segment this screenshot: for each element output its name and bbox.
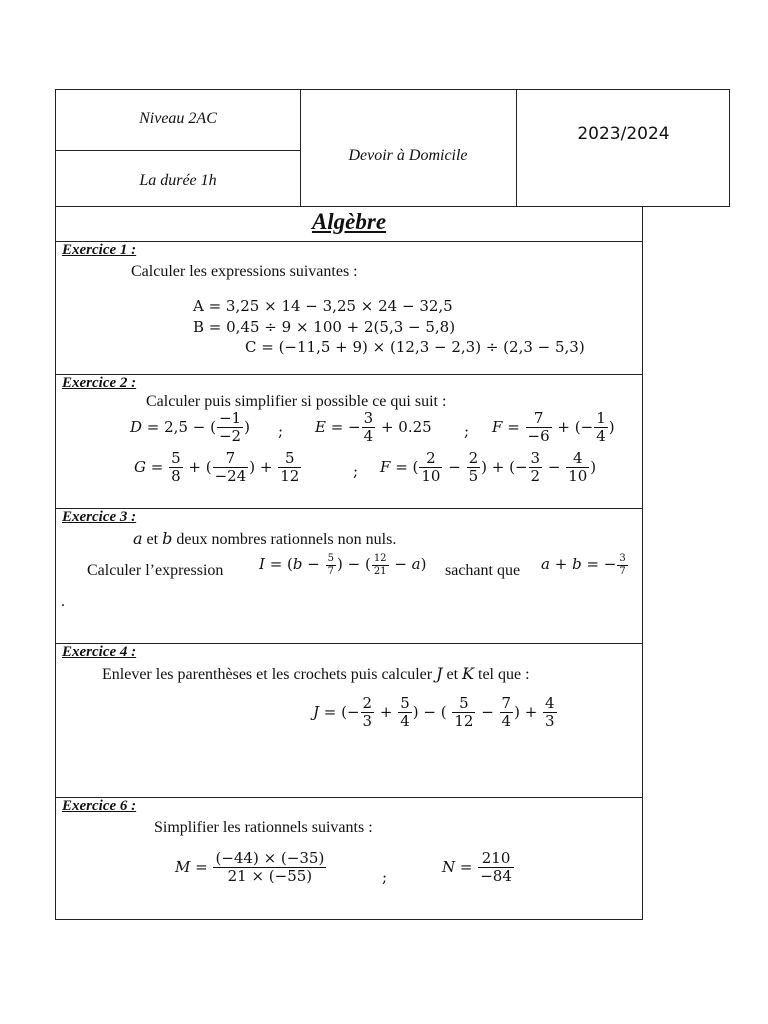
exercise-2-label: Exercice 2 :: [62, 375, 137, 391]
exercise-3-dot: .: [61, 593, 65, 610]
separator: ;: [353, 462, 359, 480]
expression-b: B = 0,45 ÷ 9 × 100 + 2(5,3 − 5,8): [193, 318, 456, 336]
expression-a: A = 3,25 × 14 − 3,25 × 24 − 32,5: [193, 297, 453, 315]
section-divider: [56, 374, 642, 375]
header-annee: 2023/2024: [577, 124, 670, 144]
exercise-1-label: Exercice 1 :: [62, 242, 137, 258]
section-title: Algèbre: [311, 209, 387, 234]
expression-i: I = (b − $\frac{5}{7}$ ) − ( $\frac{12}{21}$ − a): [259, 553, 427, 577]
header-type: Devoir à Domicile: [348, 147, 468, 164]
section-divider: [56, 797, 642, 798]
expression-n: N = $\frac{210}{-84}$: [442, 849, 512, 886]
separator: ;: [464, 422, 470, 440]
header-niveau: Niveau 2AC: [139, 110, 217, 127]
exercise-6-label: Exercice 6 :: [62, 798, 137, 814]
expression-j: J = (− $\frac{2}{3}$ + $\frac{5}{4}$ ) − ( $\frac{5}{12}$ − $\frac{7}{4}$ ) + $\frac{4}{3}$: [313, 694, 555, 731]
header-table: [55, 89, 730, 207]
exercise-1-instruction: Calculer les expressions suivantes :: [131, 263, 358, 280]
expression-g: G = $\frac{5}{8}$ + ( $\frac{7}{-24}$ ) + $\frac{5}{12}$: [134, 449, 300, 486]
exercise-4-label: Exercice 4 :: [62, 644, 137, 660]
exercise-3-statement: a et b deux nombres rationnels non nuls.: [133, 529, 397, 548]
header-divider: [56, 150, 300, 151]
exercise-3-calc-label: Calculer l’expression: [87, 562, 224, 579]
expression-condition: a + b = − $\frac{3}{7}$: [541, 553, 626, 577]
header-duree: La durée 1h: [139, 172, 217, 189]
expression-f2: F = ( $\frac{2}{10}$ − $\frac{2}{5}$ ) + (− $\frac{3}{2}$ − $\frac{4}{10}$ ): [380, 449, 597, 486]
expression-m: M = $\frac{(-44) \times (-35)}{21 \times (-55)}$: [175, 849, 325, 886]
section-divider: [56, 643, 642, 644]
exercise-sheet: [55, 207, 643, 920]
exercise-2-instruction: Calculer puis simplifier si possible ce qui suit :: [146, 393, 447, 410]
expression-c: C = (−11,5 + 9) × (12,3 − 2,3) ÷ (2,3 − 5,3): [245, 338, 585, 356]
expression-d: D = 2,5 − ( $\frac{-1}{-2}$ ): [130, 409, 250, 446]
section-divider: [56, 508, 642, 509]
separator: ;: [382, 868, 388, 886]
exercise-4-instruction: Enlever les parenthèses et les crochets puis calculer J et K tel que :: [102, 664, 530, 683]
exercise-3-label: Exercice 3 :: [62, 509, 137, 525]
exercise-3-condition-label: sachant que: [445, 562, 521, 579]
section-divider: [56, 241, 642, 242]
exercise-6-instruction: Simplifier les rationnels suivants :: [154, 819, 373, 836]
expression-f1: F = $\frac{7}{-6}$ + (− $\frac{1}{4}$ ): [492, 409, 615, 446]
expression-e: E = − $\frac{3}{4}$ + 0.25: [315, 409, 432, 446]
separator: ;: [278, 422, 284, 440]
header-divider: [516, 90, 517, 206]
